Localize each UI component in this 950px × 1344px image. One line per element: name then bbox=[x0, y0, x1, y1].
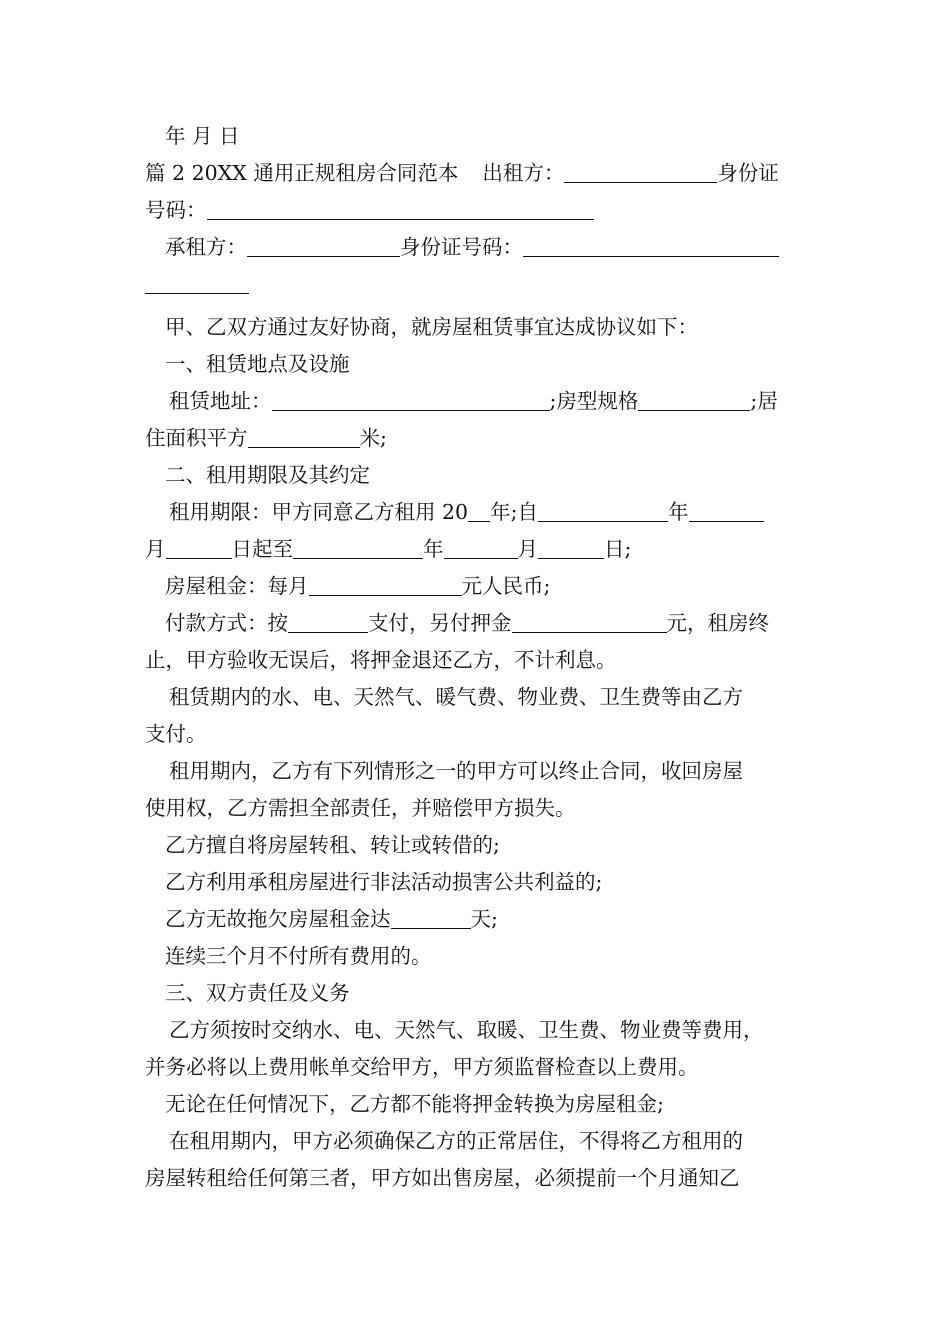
duty-1-continued: 并务必将以上费用帐单交给甲方，甲方须监督检查以上费用。 bbox=[145, 1055, 699, 1079]
rent-line: 房屋租金：每月 元人民币; bbox=[145, 568, 825, 605]
arrears-days-blank bbox=[391, 904, 471, 929]
lessee-id-blank bbox=[523, 232, 779, 257]
end-day-blank bbox=[538, 534, 604, 559]
deposit-blank bbox=[512, 608, 667, 633]
case-4: 连续三个月不付所有费用的。 bbox=[165, 944, 432, 968]
duty-2: 无论在任何情况下，乙方都不能将押金转换为房屋租金; bbox=[165, 1092, 664, 1116]
document-title: 篇 2 20XX 通用正规租房合同范本 bbox=[145, 161, 459, 185]
term-year-blank bbox=[468, 497, 490, 522]
duty-1: 乙方须按时交纳水、电、天然气、取暖、卫生费、物业费等费用， bbox=[169, 1018, 764, 1042]
duty-3-continued: 房屋转租给任何第三者，甲方如出售房屋，必须提前一个月通知乙 bbox=[145, 1166, 740, 1190]
lessor-label: 出租方： bbox=[482, 161, 565, 185]
end-year-blank bbox=[293, 534, 423, 559]
section3-heading: 三、双方责任及义务 bbox=[165, 981, 350, 1005]
lessor-id-line: 号码： bbox=[145, 192, 825, 229]
section1-heading: 一、租赁地点及设施 bbox=[165, 352, 350, 376]
case-2: 乙方利用承租房屋进行非法活动损害公共利益的; bbox=[165, 870, 603, 894]
lessee-line: 承租方： 身份证号码： bbox=[145, 229, 825, 266]
start-day-blank bbox=[166, 534, 232, 559]
area-line: 住面积平方 米; bbox=[145, 420, 825, 457]
room-type-blank bbox=[638, 386, 750, 411]
contract-page bbox=[145, 118, 825, 1197]
case-1: 乙方擅自将房屋转租、转让或转借的; bbox=[165, 833, 500, 857]
lessee-id-blank-continued bbox=[145, 269, 249, 294]
payment-method-blank bbox=[288, 608, 368, 633]
terminate-line: 租用期内，乙方有下列情形之一的甲方可以终止合同，收回房屋 bbox=[169, 759, 743, 783]
payment-line: 付款方式：按 支付，另付押金 元，租房终 bbox=[145, 605, 825, 642]
end-month-blank bbox=[444, 534, 518, 559]
address-blank bbox=[272, 386, 550, 411]
section2-heading: 二、租用期限及其约定 bbox=[165, 463, 370, 487]
payment-line-2: 止，甲方验收无误后，将押金退还乙方，不计利息。 bbox=[145, 648, 617, 672]
utilities-line-2: 支付。 bbox=[145, 722, 207, 746]
rent-blank bbox=[309, 571, 462, 596]
utilities-line: 租赁期内的水、电、天然气、暖气费、物业费、卫生费等由乙方 bbox=[169, 685, 743, 709]
lessee-blank bbox=[247, 232, 400, 257]
term-line-2: 月 日起至 年 月 日; bbox=[145, 531, 825, 568]
date-line: 年 月 日 bbox=[165, 124, 240, 148]
start-month-blank bbox=[689, 497, 764, 522]
term-line: 租用期限：甲方同意乙方租用 20 年;自 年 bbox=[145, 494, 825, 531]
lessee-label: 承租方： bbox=[165, 235, 247, 259]
area-blank bbox=[248, 423, 360, 448]
lessor-blank bbox=[564, 158, 717, 183]
duty-3: 在租用期内，甲方必须确保乙方的正常居住，不得将乙方租用的 bbox=[169, 1129, 743, 1153]
lessor-id-blank bbox=[207, 195, 594, 220]
terminate-line-2: 使用权，乙方需担全部责任，并赔偿甲方损失。 bbox=[145, 796, 576, 820]
intro-line: 甲、乙双方通过友好协商，就房屋租赁事宜达成协议如下： bbox=[165, 315, 698, 339]
lessee-id-continued bbox=[145, 266, 825, 303]
case-3: 乙方无故拖欠房屋租金达 天; bbox=[145, 901, 825, 938]
title-line: 篇 2 20XX 通用正规租房合同范本 出租方： 身份证 bbox=[145, 155, 825, 192]
address-line: 租赁地址： ;房型规格 ;居 bbox=[145, 383, 825, 420]
start-year-blank bbox=[538, 497, 668, 522]
